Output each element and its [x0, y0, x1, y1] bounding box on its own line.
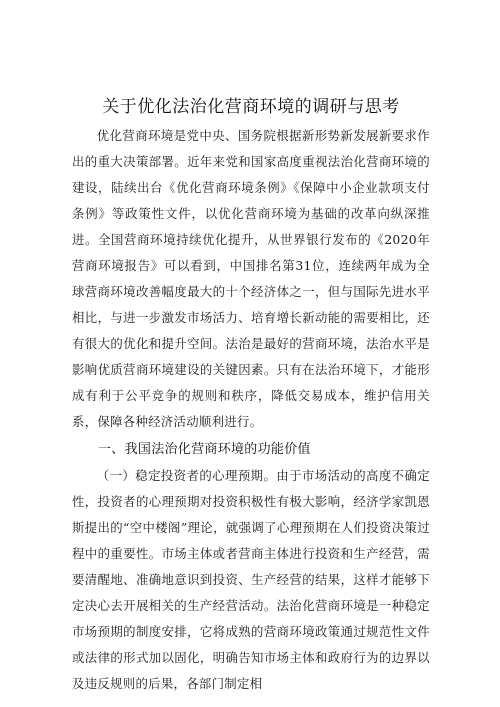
document-title: 关于优化法治化营商环境的调研与思考: [102, 97, 400, 117]
intro-paragraph: 优化营商环境是党中央、国务院根据新形势新发展新要求作出的重大决策部署。近年来党和国家高度重视法治化营商环境的建设，陆续出台《优化营商环境条例》《保障中小企业款项支付条例》等政策性文件，以优化营商环境为基础的改革向纵深推进。全国营商环境持续优化提升，从世界银行发布的《2020年营商环境报告》可以看到，中国排名第31位，连续两年成为全球营商环境改善幅度最大的十个经济体之一，但与国际先进水平相比，与进一步激发市场活力、培育增长新动能的需要相比，还有很大的优化和提升空间。法治是最好的营商环境，法治水平是影响优质营商环境建设的关键因素。只有在法治环境下，才能形成有利于公平竞争的规则和秩序，降低交易成本，维护信用关系，保障各种经济活动顺利进行。: [72, 128, 430, 429]
section-paragraph: （一）稳定投资者的心理预期。由于市场活动的高度不确定性，投资者的心理预期对投资积极性有极大影响，经济学家凯恩斯提出的“空中楼阁”理论，就强调了心理预期在人们投资决策过程中的重要性。市场主体或者营商主体进行投资和生产经营，需要清醒地、准确地意识到投资、生产经营的结果，这样才能够下定决心去开展相关的生产经营活动。法治化营商环境是一种稳定市场预期的制度安排，它将成熟的营商环境政策通过规范性文件或法律的形式加以固化，明确告知市场主体和政府行为的边界以及违反规则的后果，各部门制定相: [72, 468, 430, 691]
section-heading: 一、我国法治化营商环境的功能价值: [98, 442, 311, 457]
